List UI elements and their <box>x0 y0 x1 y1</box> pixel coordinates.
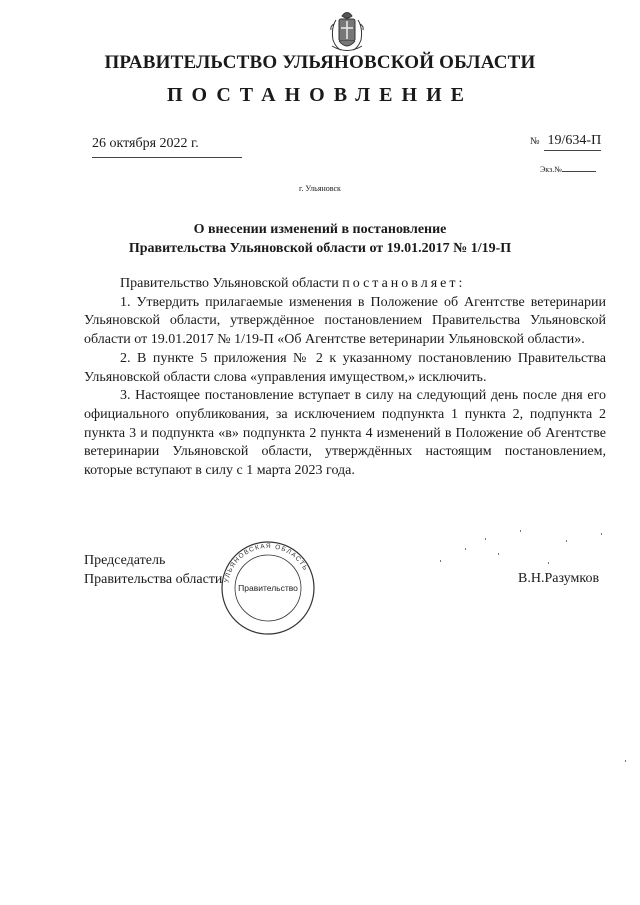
resolution-body <box>84 275 606 481</box>
seal-ring-text: УЛЬЯНОВСКАЯ ОБЛАСТЬ <box>223 542 309 584</box>
scan-speck <box>465 548 466 550</box>
signatory-name: В.Н.Разумков <box>518 571 600 586</box>
heading-line-2: Правительства Ульяновской области от 19.01.2017 № 1/19-П <box>128 241 512 256</box>
intro-verb: постановляет: <box>342 276 466 291</box>
document-number: 19/634-П <box>544 133 602 151</box>
scan-speck <box>498 553 499 555</box>
copy-label: Экз.№ <box>540 165 562 174</box>
intro-paragraph <box>84 275 606 294</box>
document-number-row <box>530 133 601 151</box>
city-name: г. Ульяновск <box>299 184 341 193</box>
signatory-title-line-2: Правительства области <box>84 572 223 587</box>
scan-speck <box>625 760 626 762</box>
scan-speck <box>520 530 521 532</box>
document-date: 26 октября 2022 г. <box>92 136 199 151</box>
copy-number-row <box>540 165 596 174</box>
scan-speck <box>485 538 486 540</box>
resolution-heading <box>80 220 560 258</box>
official-seal <box>210 538 326 636</box>
signatory-title-line-1: Председатель <box>84 553 166 568</box>
scan-speck <box>440 560 441 562</box>
svg-text:УЛЬЯНОВСКАЯ ОБЛАСТЬ <box>223 543 309 583</box>
government-title: ПРАВИТЕЛЬСТВО УЛЬЯНОВСКОЙ ОБЛАСТИ <box>104 52 536 73</box>
signatory-title <box>84 551 222 589</box>
date-underline <box>92 157 242 158</box>
paragraph-2: 2. В пункте 5 приложения № 2 к указанному постановлению Правительства Ульяновской области слова «управления имуществом,» исключить. <box>84 350 606 385</box>
heading-line-1: О внесении изменений в постановление <box>193 222 447 237</box>
intro-prefix: Правительство Ульяновской области <box>120 276 343 291</box>
scan-speck <box>566 540 567 542</box>
paragraph-3: 3. Настоящее постановление вступает в силу на следующий день после дня его официального опубликования, за исключением подпункта 1 пункта 2, подпункта 2 пункта 3 и подпункта «в» подпункта 2 пункта 4 изменений в Положение об Агентстве ветеринарии Ульяновской области, утверждённых настоящим постановлением, которые вступают в силу с 1 марта 2023 года. <box>84 388 606 479</box>
number-label: № <box>530 136 540 147</box>
paragraph-1: 1. Утвердить прилагаемые изменения в Положение об Агентстве ветеринарии Ульяновской области, утверждённое постановлением Правительства Ульяновской области от 19.01.2017 № 1/19-П «Об Агентстве ветеринарии Ульяновской области». <box>84 294 606 348</box>
scan-speck <box>548 562 549 564</box>
seal-center-text: Правительство <box>238 583 298 593</box>
scan-speck <box>601 533 602 535</box>
coat-of-arms-emblem <box>320 6 374 58</box>
copy-number-blank <box>562 171 596 172</box>
document-type: ПОСТАНОВЛЕНИЕ <box>167 84 473 106</box>
